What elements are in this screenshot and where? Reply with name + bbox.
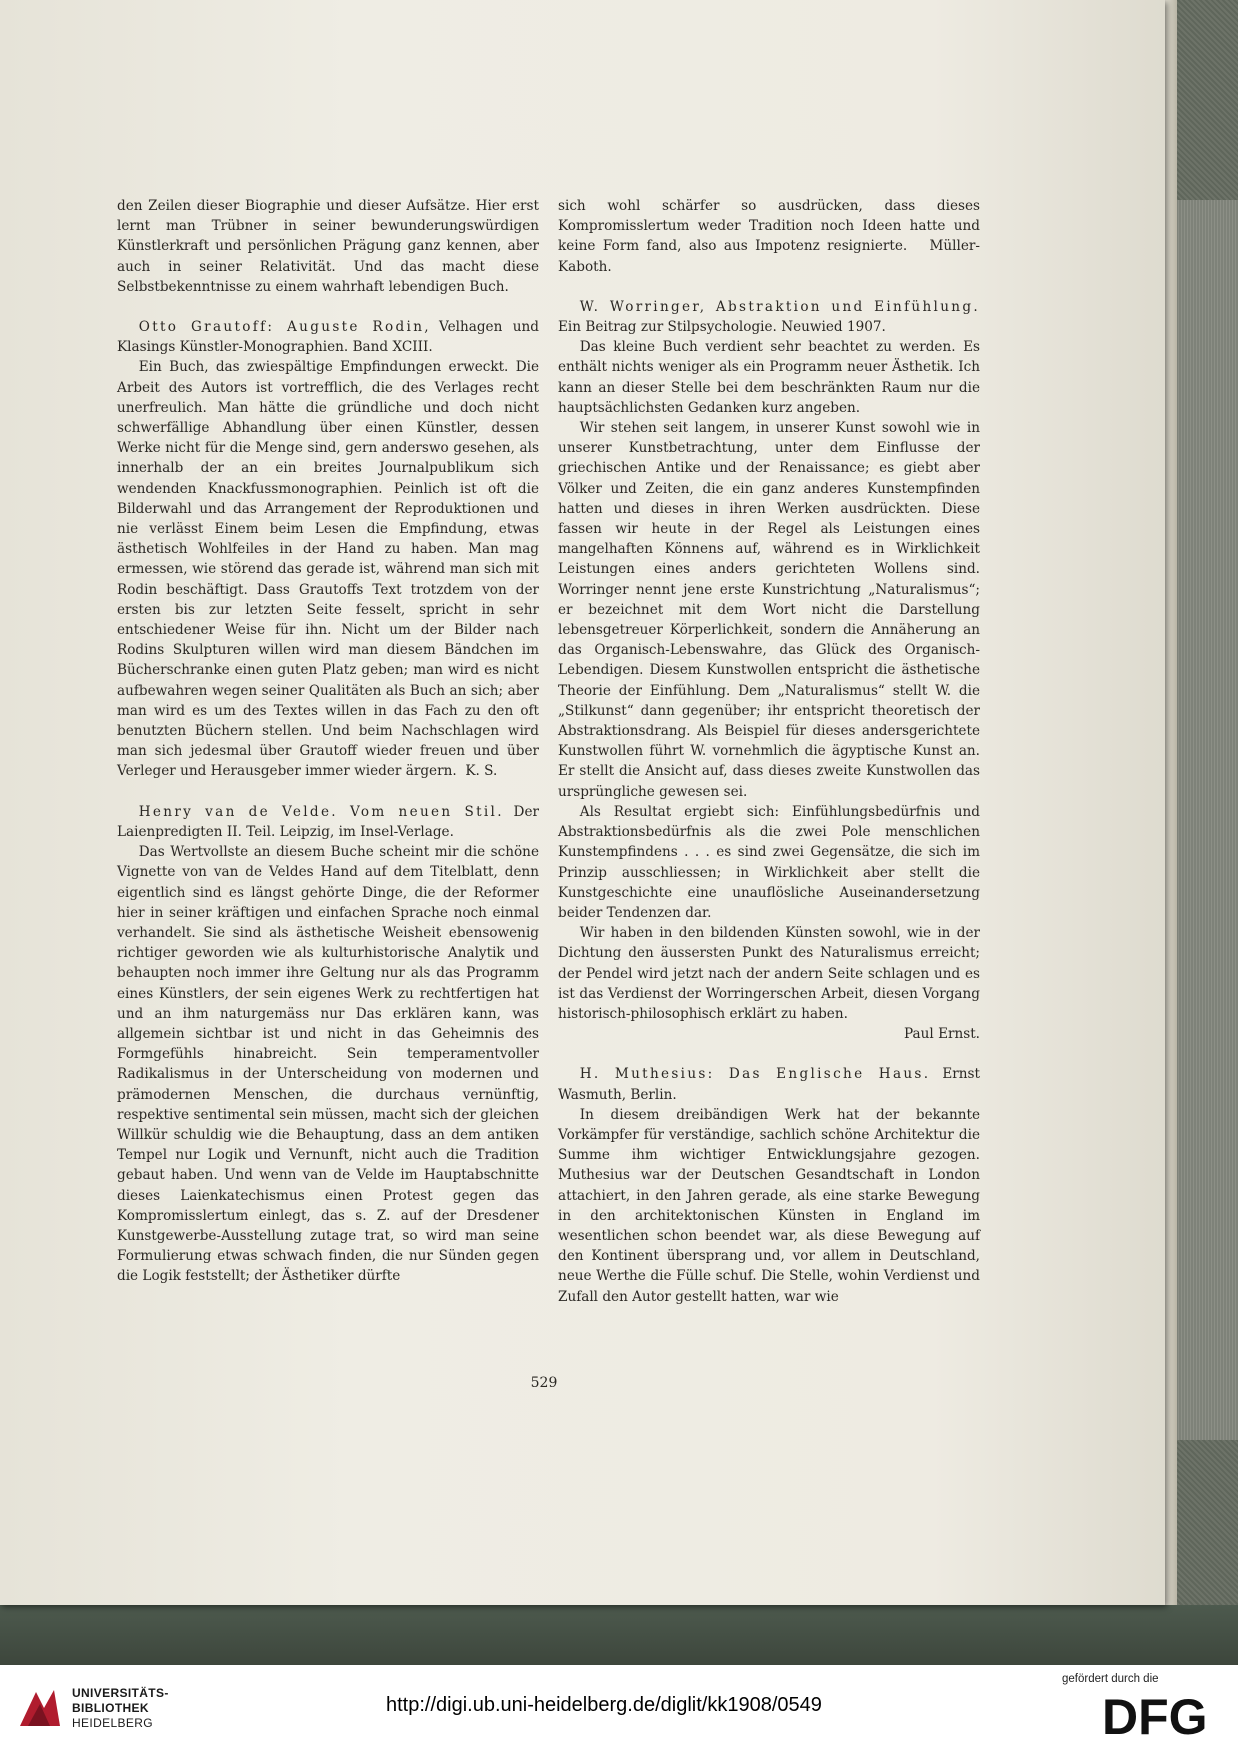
review-heading-muthesius — [558, 1064, 980, 1104]
review-author-title: W. Worringer, Abstraktion und Einfühlung. — [579, 298, 980, 315]
library-name-line-3: HEIDELBERG — [72, 1716, 153, 1730]
review-body — [117, 357, 539, 781]
dfg-logo-text: DFG — [1102, 1690, 1208, 1740]
permalink-url[interactable]: http://digi.ub.uni-heidelberg.de/diglit/kk1908/0549 — [386, 1694, 822, 1716]
review-publication: Ernst Wasmuth, Berlin. — [558, 1066, 980, 1103]
continued-paragraph — [558, 196, 980, 277]
review-body: Wir stehen seit langem, in unserer Kunst sowohl wie in unserer Kunstbetrachtung, unter dem Einflusse der griechischen Antike und der Renaissance; es giebt aber Völker und Zeiten, die ein ganz anderes Kunstempfinden hatten und dieses in ihren Werken ausdrückten. Diese fassen wir heute in der Regel als Leistungen eines mangelhaften Könnens auf, während es in Wirklichkeit Leistungen eines anders gerichteten Wollens sind. Worringer nennt jene erste Kunstrichtung „Naturalismus“; er bezeichnet mit dem Wort nicht die Darstellung lebensgetreuer Körperlichkeit, sondern die Annäherung an das Organisch-Lebenswahre, das Glück des Organisch-Lebendigen. Diesem Kunstwollen entspricht die ästhetische Theorie der Einfühlung. Dem „Naturalismus“ stellt W. die „Stilkunst“ dann gegenüber; ihr entspricht theoretisch der Abstraktionsdrang. Als Beispiel für dieses andersgerichtete Kunstwollen führt W. vornehmlich die ägyptische Kunst an. Er stellt die Ansicht auf, dass dieses zweite Kunstwollen das ursprüngliche gewesen sei. — [558, 420, 980, 800]
review-publication: Der Laienpredigten II. Teil. Leipzig, im Insel-Verlage. — [117, 803, 539, 840]
review-publication: Ein Beitrag zur Stilpsychologie. Neuwied 1907. — [558, 319, 886, 336]
review-author-title: Otto Grautoff: Auguste Rodin — [138, 319, 425, 336]
review-body: Das kleine Buch verdient sehr beachtet zu werden. Es enthält nichts weniger als ein Programm neuer Ästhetik. Ich kann an dieser Stelle bei dem beschränkten Raum nur die hauptsächlichsten Gedanken kurz angeben. — [558, 339, 980, 416]
funded-by-label: gefördert durch die — [1062, 1673, 1159, 1685]
review-text: sich wohl schärfer so ausdrücken, dass dieses Kompromisslertum weder Tradition noch Ideen hatte und keine Form fand, also aus Impotenz resignierte. — [558, 198, 980, 255]
dfg-logo-icon[interactable] — [1100, 1690, 1224, 1740]
review-heading-van-de-velde — [117, 802, 539, 842]
review-signature: K. S. — [465, 763, 498, 780]
book-cover-cloth — [1175, 200, 1238, 1440]
left-column — [117, 196, 539, 1287]
right-column — [558, 196, 980, 1307]
review-body: Wir haben in den bildenden Künsten sowohl, wie in der Dichtung den äussersten Punkt des Naturalismus erreicht; der Pendel wird jetzt nach der andern Seite schlagen und es ist das Verdienst der Worringerschen Arbeit, diesen Vorgang historisch-philosophisch erklärt zu haben. — [558, 925, 980, 1022]
university-library-logo-icon[interactable] — [14, 1682, 66, 1734]
review-heading-grautoff — [117, 317, 539, 357]
review-body: In diesem dreibändigen Werk hat der bekannte Vorkämpfer für verständige, sachlich schöne Architektur die Summe ihm wichtiger Entwicklungsjahre gezogen. Muthesius war der Deutschen Gesandtschaft in London attachiert, in den Jahren gerade, als eine starke Bewegung in den architektonischen Künsten in England im wesentlichen schon beendet war, als diese Bewegung auf den Kontinent übersprang und, vor allem in Deutschland, neue Werthe die Fülle schuf. Die Stelle, wohin Verdienst und Zufall den Autor gestellt hatten, war wie — [558, 1106, 980, 1305]
review-body: Als Resultat ergiebt sich: Einfühlungsbedürfnis und Abstraktionsbedürfnis als die zwei Pole menschlichen Kunstempfindens . . . es sind zwei Gegensätze, die sich im Prinzip ausschliessen; in Wirklichkeit aber stellt die Kunstgeschichte eine unauflösliche Auseinandersetzung beider Tendenzen dar. — [558, 803, 980, 921]
review-publication: , Velhagen und Klasings Künstler-Monographien. Band XCIII. — [117, 319, 539, 356]
review-text: Ein Buch, das zwiespältige Empfindungen erweckt. Die Arbeit des Autors ist vortrefflich, die des Verlages recht unerfreulich. Man hätte die gründliche und doch nicht schwerfällige Abhandlung über einen Künstler, dessen Werke nicht für die Menge sind, gern anderswo gesehen, als innerhalb der an ein breites Journalpublikum sich wendenden Knackfussmonographien. Peinlich ist oft die Bilderwahl und das Arrangement der Reproduktionen und nie verlässt Einem beim Lesen die Empfindung, etwas ästhetisch Wohlfeiles in der Hand zu haben. Man mag ermessen, wie störend das gerade ist, während man sich mit Rodin beschäftigt. Dass Grautoffs Text trotzdem von der ersten bis zur letzten Seite fesselt, spricht in sehr entschiedener Weise für ihn. Nicht um der Bilder nach Rodins Skulpturen willen wird man diesem Bändchen im Bücherschranke einen guten Platz geben; man wird es nicht aufbewahren wegen seiner Qualitäten als Buch an sich; aber man wird es um des Textes willen in das Fach zu den oft benutzten Büchern stellen. Und beim Nachschlagen wird man sich jedesmal über Grautoff wieder freuen und über Verleger und Herausgeber immer wieder ärgern. — [117, 359, 539, 780]
library-name-line-1: UNIVERSITÄTS- — [72, 1686, 169, 1700]
review-author-title: Henry van de Velde. Vom neuen Stil. — [138, 803, 504, 820]
continued-paragraph: den Zeilen dieser Biographie und dieser Aufsätze. Hier erst lernt man Trübner in seiner bewunderungswürdigen Künstlerkraft und persönlichen Prägung ganz kennen, aber auch in seiner Relativität. Und das macht diese Selbstbekenntnisse zu einem wahrhaft lebendigen Buch. — [117, 198, 539, 295]
page-number: 529 — [530, 1375, 558, 1391]
review-body: Das Wertvollste an diesem Buche scheint mir die schöne Vignette von van de Veldes Hand auf dem Titelblatt, denn eigentlich sind es längst gehörte Dinge, die der Reformer hier in seiner kräftigen und einfachen Sprache noch einmal verhandelt. Sie sind als ästhetische Weisheit ebensowenig richtiger geworden wie als kulturhistorische Analytik und behaupten noch immer ihre Geltung nur als das Programm eines Künstlers, der sein eigenes Werk zu rechtfertigen hat und an ihm naturgemäss nur Das erklären kann, was allgemein sichtbar ist und nicht in das Geheimnis des Formgefühls hinabreicht. Sein temperamentvoller Radikalismus in der Unterscheidung von modernen und prämodernen Menschen, die durchaus vernünftig, respektive sentimental sein müssen, macht sich der gleichen Willkür schuldig wie die Behauptung, dass an dem antiken Tempel nur Logik und Vernunft, nicht auch die Tradition gebaut haben. Und wenn van de Velde im Hauptabschnitte dieses Laienkatechismus einen Protest gegen das Kompromisslertum einlegt, das s. Z. auf der Dresdener Kunstgewerbe-Ausstellung zutage trat, so wird man seine Formulierung etwas schwach finden, die nur Sünden gegen die Logik feststellt; der Ästhetiker dürfte — [117, 844, 539, 1285]
library-name-line-2: BIBLIOTHEK — [72, 1701, 149, 1715]
review-author-title: H. Muthesius: Das Englische Haus. — [579, 1066, 931, 1083]
review-signature: Paul Ernst. — [904, 1026, 980, 1043]
review-signature: Müller-Kaboth. — [558, 238, 981, 275]
book-bottom-band — [0, 1605, 1238, 1665]
review-heading-worringer — [558, 297, 980, 337]
